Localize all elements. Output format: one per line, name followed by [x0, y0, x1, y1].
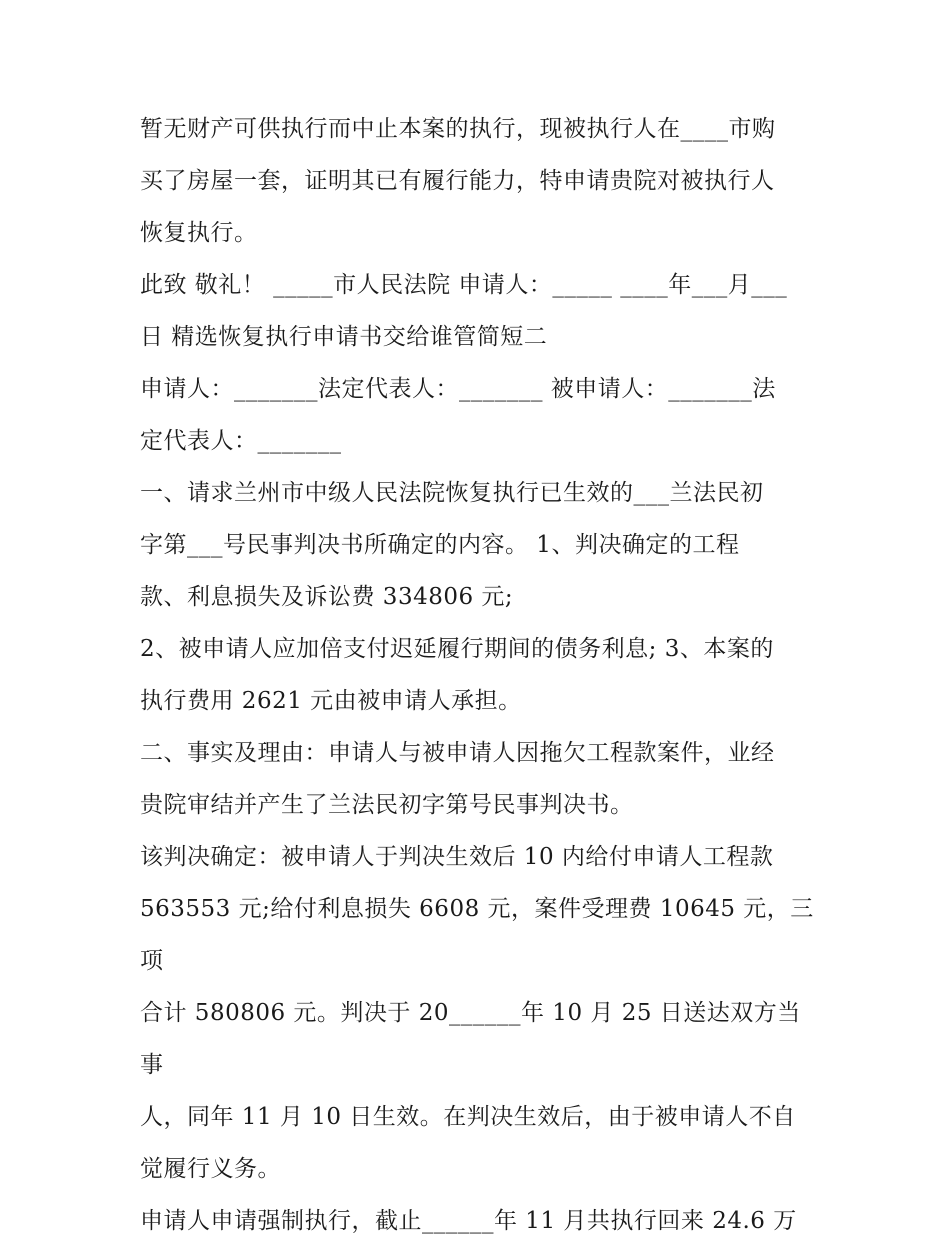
paragraph-resume-execution-reason: 暂无财产可供执行而中止本案的执行，现被执行人在____市购 买了房屋一套，证明其已有履行能力，特申请贵院对被执行人 恢复执行。 [140, 116, 776, 246]
paragraph-parties: 申请人：_______法定代表人：_______ 被申请人：_______法 定代表人：_______ [140, 376, 776, 454]
paragraph-judgment-details: 该判决确定：被申请人于判决生效后 10 内给付申请人工程款 563553 元;给付利息损失 6608 元，案件受理费 10645 元，三项 合计 580806 元。判决于 20______年 10 月 25 日送达双方当事 人，同年 11 月 10 日生效。在判决生效后，由于被申请人不自 觉履行义务。 [140, 844, 814, 1182]
paragraph-closing-signature: 此致 敬礼！ _____市人民法院 申请人：_____ ____年___月___ 日 精选恢复执行申请书交给谁管简短二 [140, 272, 788, 350]
paragraph-request-two-three: 2、被申请人应加倍支付迟延履行期间的债务利息; 3、本案的 执行费用 2621 元由被申请人承担。 [140, 636, 774, 714]
paragraph-enforcement-status: 申请人申请强制执行，截止______年 11 月共执行回来 24.6 万 [140, 1208, 797, 1234]
paragraph-request-one: 一、请求兰州市中级人民法院恢复执行已生效的___兰法民初 字第___号民事判决书所确定的内容。 1、判决确定的工程 款、利息损失及诉讼费 334806 元; [140, 480, 764, 610]
paragraph-facts-and-reasons: 二、事实及理由：申请人与被申请人因拖欠工程款案件，业经 贵院审结并产生了兰法民初字第号民事判决书。 [140, 740, 775, 818]
document-body [140, 103, 820, 1247]
